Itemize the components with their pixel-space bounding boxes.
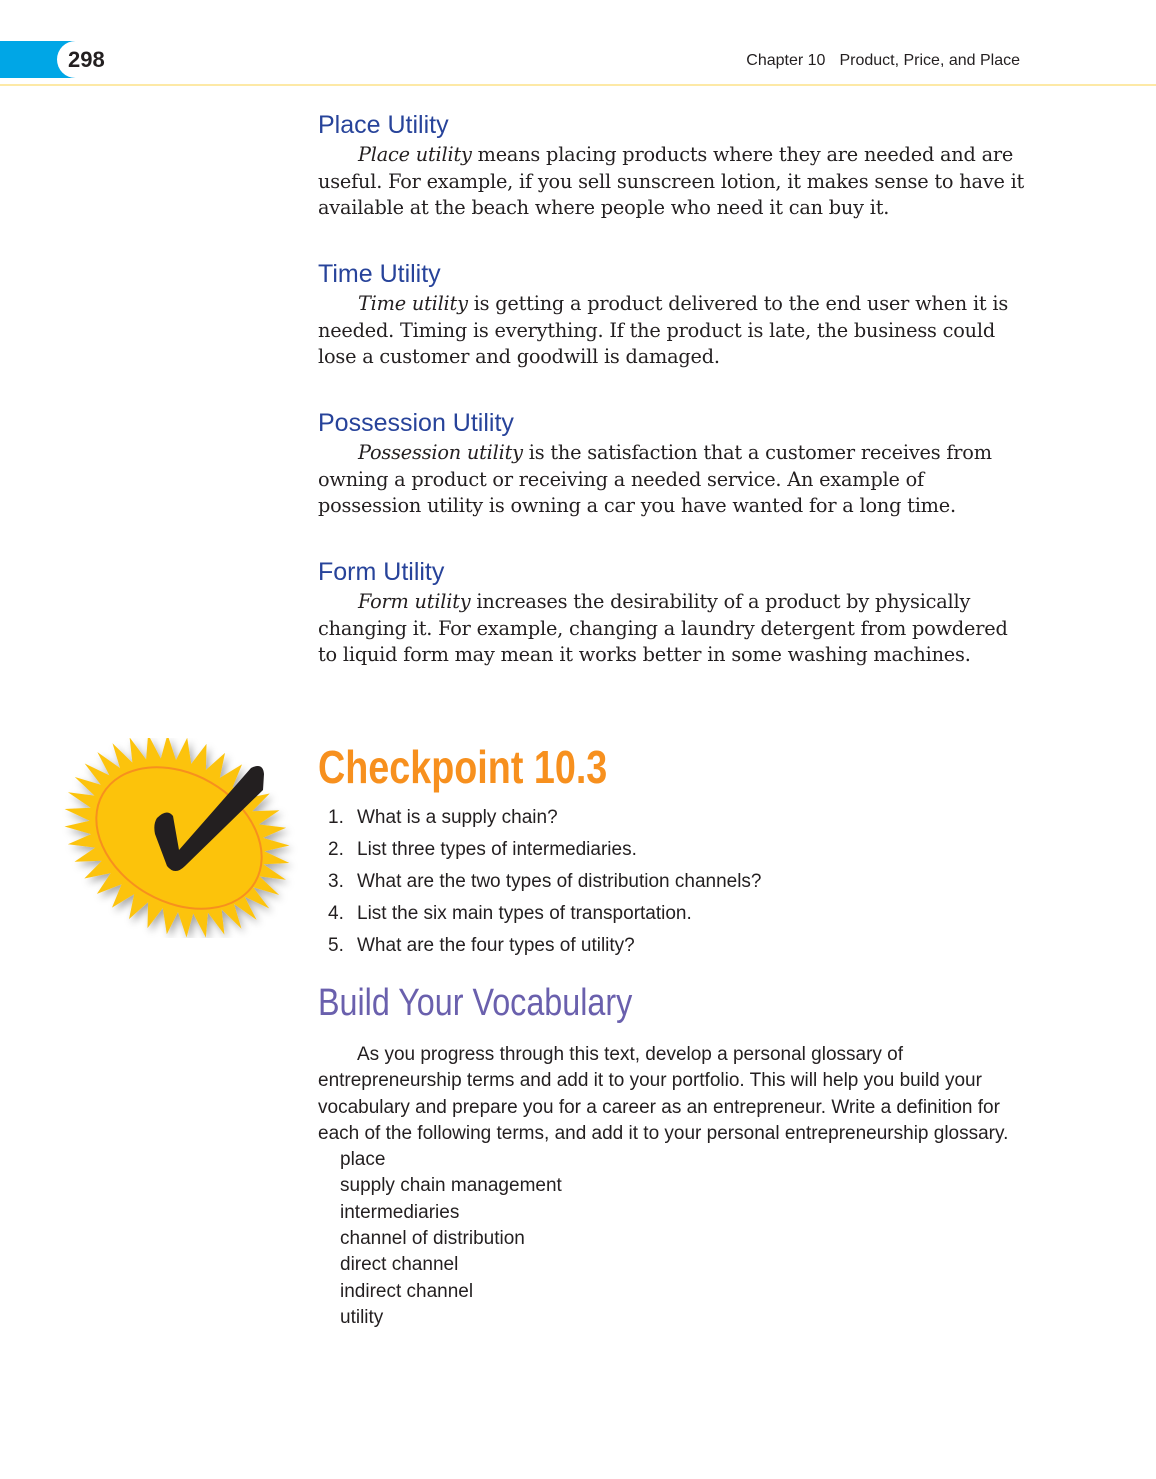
vocabulary-title: Build Your Vocabulary <box>318 982 633 1024</box>
chapter-label: Chapter 10 <box>746 52 826 69</box>
vocabulary-intro: As you progress through this text, develop a personal glossary of entrepreneurship terms and add it to your portfolio. This will help you build your vocabulary and prepare you for a career as an entrepreneur. Write a definition for each of the following terms, and add it to your personal entrepreneurship glossary. <box>318 1044 1009 1144</box>
vocabulary-term: utility <box>340 1306 384 1328</box>
section-possession-utility <box>318 408 1028 520</box>
question-number: 2. <box>328 839 344 860</box>
question-item <box>328 901 762 933</box>
vocabulary-term: intermediaries <box>340 1201 460 1223</box>
section-heading: Place Utility <box>318 111 449 139</box>
section-paragraph <box>318 589 1028 669</box>
question-number: 1. <box>328 807 344 828</box>
question-number: 5. <box>328 935 344 956</box>
vocabulary-term: indirect channel <box>340 1280 474 1302</box>
question-item <box>328 933 762 965</box>
section-heading: Form Utility <box>318 558 445 586</box>
vocabulary-term: place <box>340 1149 386 1171</box>
question-item <box>328 869 762 901</box>
vocabulary-term: channel of distribution <box>340 1228 525 1250</box>
vocabulary-section <box>318 1042 1018 1331</box>
checkmark-sun-icon <box>55 738 300 938</box>
vocabulary-term: supply chain management <box>340 1175 562 1197</box>
running-header <box>746 52 1020 70</box>
question-text: What are the two types of distribution channels? <box>357 871 762 892</box>
vocabulary-term: direct channel <box>340 1254 459 1276</box>
paragraph-text: is getting a product delivered to the end user when it is needed. Timing is everything. If the product is late, the business could lose a customer and goodwill is damaged. <box>318 292 1009 368</box>
section-form-utility <box>318 557 1028 669</box>
page-number: 298 <box>57 41 117 78</box>
header-rule <box>0 84 1156 86</box>
checkpoint-questions <box>328 805 762 965</box>
question-number: 3. <box>328 871 344 892</box>
term: Possession utility <box>358 441 523 464</box>
question-text: What are the four types of utility? <box>357 935 635 956</box>
chapter-title: Product, Price, and Place <box>839 52 1020 69</box>
section-place-utility <box>318 110 1028 222</box>
paragraph-text: increases the desirability of a product by physically changing it. For example, changing a laundry detergent from powdered to liquid form may mean it works better in some washing machines. <box>318 590 1008 666</box>
vocabulary-terms <box>318 1147 1018 1331</box>
checkpoint-title: Checkpoint 10.3 <box>318 741 608 793</box>
question-item <box>328 805 762 837</box>
question-text: List the six main types of transportation. <box>357 903 692 924</box>
paragraph-text: means placing products where they are needed and are useful. For example, if you sell sunscreen lotion, it makes sense to have it available at the beach where people who need it can buy it. <box>318 143 1025 219</box>
section-paragraph <box>318 291 1028 371</box>
section-heading: Possession Utility <box>318 409 514 437</box>
question-text: What is a supply chain? <box>357 807 558 828</box>
paragraph-text: is the satisfaction that a customer receives from owning a product or receiving a needed service. An example of possession utility is owning a car you have wanted for a long time. <box>318 441 992 517</box>
term: Time utility <box>358 292 468 315</box>
section-paragraph <box>318 440 1028 520</box>
question-item <box>328 837 762 869</box>
section-paragraph <box>318 142 1028 222</box>
section-heading: Time Utility <box>318 260 441 288</box>
term: Place utility <box>358 143 472 166</box>
question-text: List three types of intermediaries. <box>357 839 637 860</box>
question-number: 4. <box>328 903 344 924</box>
section-time-utility <box>318 259 1028 371</box>
term: Form utility <box>358 590 471 613</box>
